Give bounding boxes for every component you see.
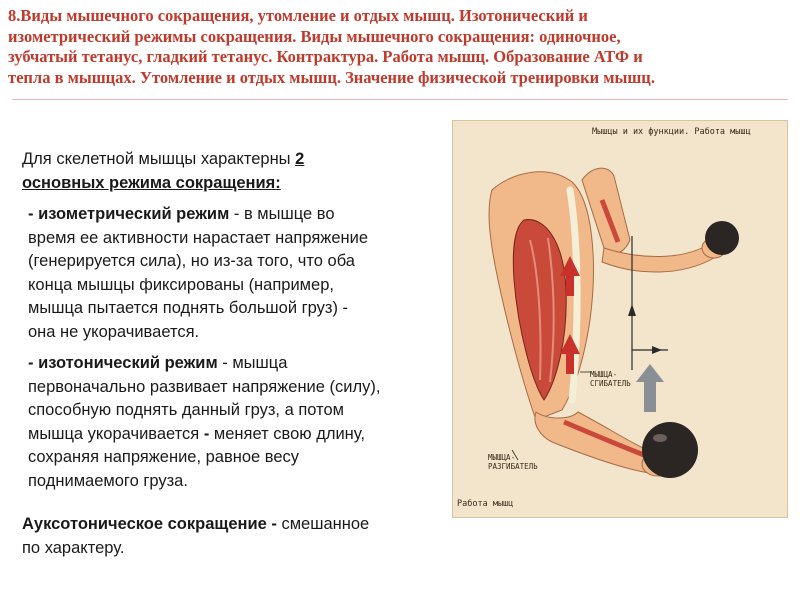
title-line: 8.Виды мышечного сокращения, утомление и отдых мышц. Изотонический и bbox=[8, 6, 588, 25]
isometric-line-3: (генерируется сила), но из-за того, что оба bbox=[28, 252, 355, 270]
intro-modes-heading: основных режима сокращения: bbox=[22, 173, 281, 192]
slide-title bbox=[8, 6, 794, 88]
extensor-label-line: МЫШЦА- bbox=[488, 453, 516, 462]
intro-number: 2 bbox=[295, 150, 305, 168]
auxotonic-dash: - bbox=[266, 515, 277, 533]
isotonic-line-3: способную поднять данный груз, а потом bbox=[28, 401, 344, 419]
small-weight-ball-icon bbox=[705, 221, 739, 255]
auxotonic-line-1 bbox=[22, 513, 462, 537]
extensor-label bbox=[488, 453, 538, 471]
isotonic-line-5: сохраняя напряжение, равное весу bbox=[28, 448, 300, 466]
weight-ball-icon bbox=[642, 422, 698, 478]
isotonic-line-1 bbox=[22, 352, 462, 376]
auxotonic-line-2: по характеру. bbox=[22, 538, 125, 557]
small-arm-icon bbox=[582, 168, 726, 272]
auxotonic-text: смешанное bbox=[276, 515, 370, 533]
flexor-label bbox=[590, 370, 631, 388]
isometric-line-1 bbox=[22, 203, 462, 227]
intro-line-2 bbox=[22, 172, 462, 196]
large-arm-icon bbox=[489, 172, 674, 476]
auxotonic-term: Ауксотоническое сокращение bbox=[22, 515, 267, 533]
small-arrow-up-icon bbox=[628, 304, 636, 316]
grey-arrow-up-icon bbox=[636, 364, 664, 412]
title-divider bbox=[12, 99, 788, 100]
figure-caption-top: Мышцы и их функции. Работа мышц bbox=[592, 127, 751, 137]
isotonic-dash: - bbox=[203, 424, 210, 443]
figure-caption-bottom: Работа мышц bbox=[457, 499, 514, 509]
isotonic-text: - мышца bbox=[217, 354, 288, 372]
isotonic-line-2: первоначально развивает напряжение (силу), bbox=[28, 377, 381, 396]
body-text bbox=[22, 148, 462, 560]
isotonic-term: - изотонический режим bbox=[28, 354, 218, 372]
isometric-term: - изометрический режим bbox=[28, 205, 230, 223]
extensor-label-line: РАЗГИБАТЕЛЬ bbox=[488, 462, 538, 471]
isometric-text: - в мышце во bbox=[229, 205, 335, 223]
isotonic-line-6: поднимаемого груза. bbox=[28, 471, 188, 490]
flexor-label-line: МЫШЦА- bbox=[590, 370, 618, 379]
title-line: тепла в мышцах. Утомление и отдых мышц. Значение физической тренировки мышц. bbox=[8, 67, 655, 87]
isometric-line-6: она не укорачивается. bbox=[28, 322, 200, 341]
isometric-line-2: время ее активности нарастает напряжение bbox=[28, 228, 369, 247]
small-arrow-right-icon bbox=[652, 346, 662, 354]
title-line: зубчатый тетанус, гладкий тетанус. Контрактура. Работа мышц. Образование АТФ и bbox=[8, 47, 643, 66]
intro-text: Для скелетной мышцы характерны bbox=[22, 150, 296, 168]
isometric-line-5: мышца пытается поднять большой груз) - bbox=[28, 299, 349, 317]
isotonic-text: мышца укорачивается bbox=[28, 424, 204, 443]
flexor-label-line: СГИБАТЕЛЬ bbox=[590, 379, 631, 388]
isotonic-line-4 bbox=[22, 423, 462, 447]
intro-line-1 bbox=[22, 148, 462, 172]
title-line: изометрический режимы сокращения. Виды мышечного сокращения: одиночное, bbox=[8, 26, 621, 46]
isometric-line-4: конца мышцы фиксированы (например, bbox=[28, 275, 334, 294]
isotonic-text: меняет свою длину, bbox=[209, 424, 365, 443]
